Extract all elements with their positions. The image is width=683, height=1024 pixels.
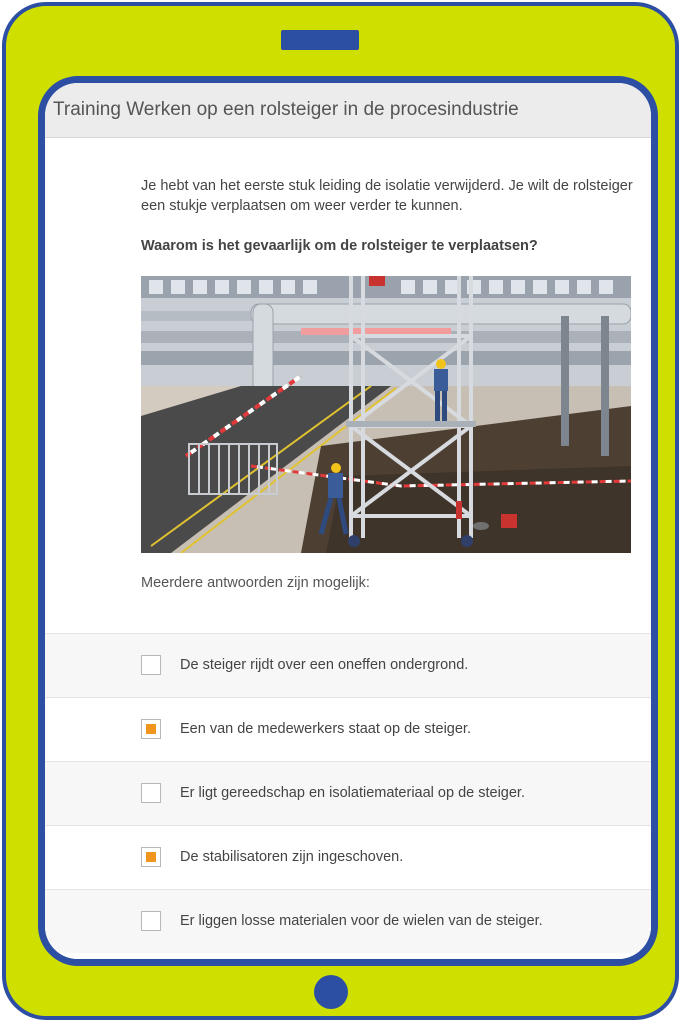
answer-checkbox-5[interactable] bbox=[141, 911, 161, 931]
scaffold-illustration bbox=[141, 276, 631, 553]
answer-option-3[interactable] bbox=[45, 761, 651, 825]
answer-option-4[interactable] bbox=[45, 825, 651, 889]
answer-label-3: Er ligt gereedschap en isolatiemateriaal op de steiger. bbox=[180, 785, 525, 801]
home-button[interactable] bbox=[314, 975, 348, 1009]
answer-checkbox-2[interactable] bbox=[141, 719, 161, 739]
question-content bbox=[45, 138, 651, 959]
answer-checkbox-4[interactable] bbox=[141, 847, 161, 867]
answer-label-5: Er liggen losse materialen voor de wielen van de steiger. bbox=[180, 913, 543, 929]
answer-checkbox-1[interactable] bbox=[141, 655, 161, 675]
answer-label-1: De steiger rijdt over een oneffen ondergrond. bbox=[180, 657, 469, 673]
tablet-speaker bbox=[281, 30, 359, 50]
question-intro: Je hebt van het eerste stuk leiding de isolatie verwijderd. Je wilt de rolsteiger een stukje verplaatsen om weer verder te kunnen. bbox=[141, 178, 633, 214]
title-bar bbox=[45, 83, 651, 138]
answer-option-5[interactable] bbox=[45, 889, 651, 953]
answer-option-1[interactable] bbox=[45, 633, 651, 697]
answer-option-2[interactable] bbox=[45, 697, 651, 761]
answer-label-4: De stabilisatoren zijn ingeschoven. bbox=[180, 849, 404, 865]
answer-options bbox=[45, 633, 651, 953]
answer-hint: Meerdere antwoorden zijn mogelijk: bbox=[141, 575, 370, 591]
tablet-screen bbox=[38, 76, 658, 966]
tablet-frame bbox=[2, 2, 679, 1020]
page-title: Training Werken op een rolsteiger in de procesindustrie bbox=[53, 99, 519, 120]
answer-label-2: Een van de medewerkers staat op de steiger. bbox=[180, 721, 471, 737]
question-prompt: Waarom is het gevaarlijk om de rolsteiger te verplaatsen? bbox=[141, 238, 538, 254]
answer-checkbox-3[interactable] bbox=[141, 783, 161, 803]
